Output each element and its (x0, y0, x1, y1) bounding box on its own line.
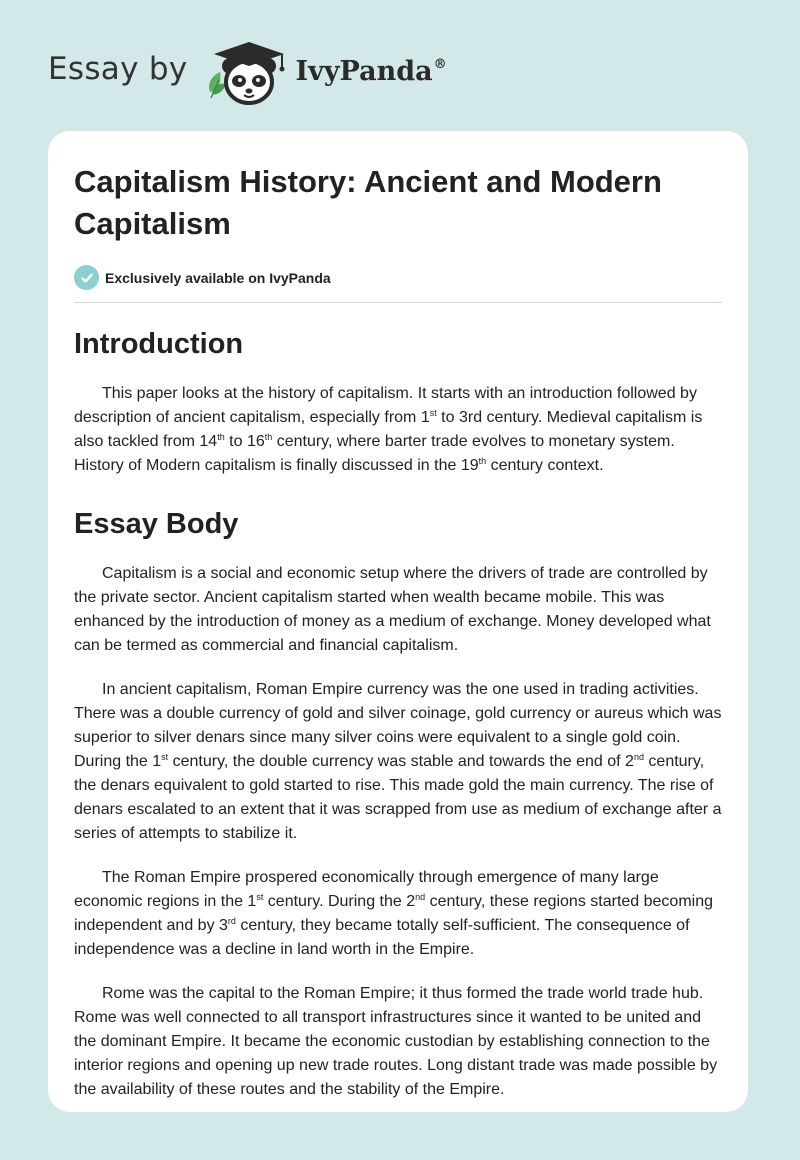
ordinal-suffix: nd (415, 892, 426, 902)
paragraph: This paper looks at the history of capitalism. It starts with an introduction followed by description of ancient capitalism, especially from 1st to 3rd century. Medieval capitalism is also tackled from 14th to 16th century, where barter trade evolves to monetary system. History of Modern capitalism is finally discussed in the 19th century context. (74, 385, 703, 474)
section-heading-essay-body: Essay Body (74, 508, 239, 540)
exclusive-label: Exclusively available on IvyPanda (105, 269, 331, 286)
brand-name[interactable]: IvyPanda® (295, 55, 447, 87)
ordinal-suffix: nd (633, 752, 644, 762)
ordinal-suffix: th (217, 432, 225, 442)
panda-graduate-icon[interactable] (204, 36, 290, 108)
page-title: Capitalism History: Ancient and Modern Capitalism (74, 164, 662, 241)
registered-mark: ® (433, 56, 447, 72)
paragraph: Rome was the capital to the Roman Empire; it thus formed the trade world trade hub. Rome was well connected to all transport infrastructures since it wanted to be united and the dominant Empire. It became the economic custodian by establishing connection to the interior regions and opening up new trade routes. Long distant trade was made possible by the availability of these routes and the stability of the Empire. (74, 985, 718, 1098)
site-header (48, 36, 447, 108)
exclusive-badge (74, 265, 722, 290)
paragraph: Capitalism is a social and economic setup where the drivers of trade are controlled by the private sector. Ancient capitalism started when wealth became mobile. This was enhanced by the introduction of money as a medium of exchange. Money developed what can be termed as commercial and financial capitalism. (74, 565, 711, 654)
ordinal-suffix: st (429, 408, 437, 418)
paragraph: In ancient capitalism, Roman Empire currency was the one used in trading activities. There was a double currency of gold and silver coinage, gold currency or aureus which was superior to silver denars since many silver coins were equivalent to a single gold coin. During the 1st century, the double currency was stable and towards the end of 2nd century, the denars equivalent to gold started to rise. This made gold the main currency. The rise of denars escalated to an extent that it was scrapped from use as medium of exchange after a series of attempts to stabilize it. (74, 681, 722, 842)
ordinal-suffix: th (478, 456, 487, 466)
ordinal-suffix: st (256, 892, 264, 902)
check-circle-icon (74, 265, 99, 290)
ordinal-suffix: rd (227, 916, 236, 926)
paragraph: The Roman Empire prospered economically through emergence of many large economic regions in the 1st century. During the 2nd century, these regions started becoming independent and by 3rd century, they became totally self-sufficient. The consequence of independence was a decline in land worth in the Empire. (74, 869, 713, 958)
title-divider (74, 302, 722, 303)
section-heading-introduction: Introduction (74, 328, 244, 360)
ordinal-suffix: th (264, 432, 273, 442)
essay-by-label: Essay by (48, 51, 188, 87)
essay-card (48, 131, 748, 1112)
ordinal-suffix: st (161, 752, 169, 762)
